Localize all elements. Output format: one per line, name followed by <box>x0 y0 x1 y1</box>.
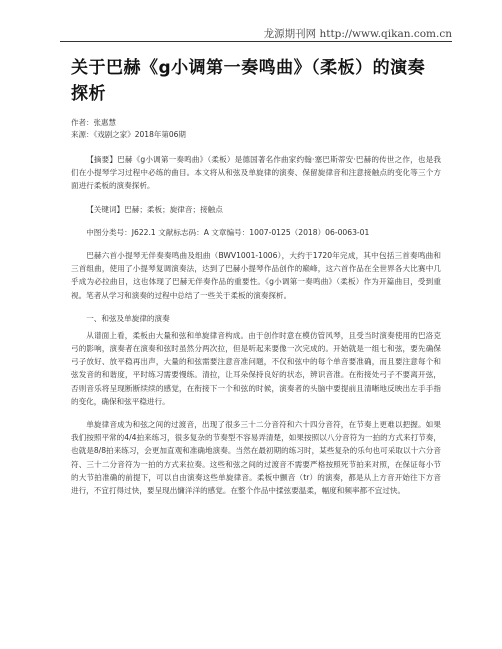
article-abstract: 【摘要】巴赫《g小调第一奏鸣曲》（柔板）是德国著名作曲家约翰·塞巴斯蒂安·巴赫的传世之作，也是我们在小提琴学习过程中必练的曲目。本文将从和弦及单旋律的演奏、保留旋律音和注意接触点的变化等三个方面进行柔板的演奏探析。 <box>71 155 441 191</box>
article-keywords: 【关键词】巴赫；柔板；旋律音；接触点 <box>86 204 223 214</box>
article-title: 关于巴赫《g小调第一奏鸣曲》（柔板）的演奏探析 <box>71 58 426 104</box>
article-author: 作者：张惠慧 <box>71 118 116 127</box>
article <box>71 55 441 497</box>
section-paragraph-1: 从谱面上看，柔板由大量和弦和单旋律音构成。由于创作时意在模仿管风琴，且受当时演奏使用的巴洛克弓的影响，演奏者在演奏和弦时虽然分两次拉，但是听起来要像一次完成的。开始就是一组七和弦，要先确保弓子放好、放平稳再出声，大量的和弦需要注意音准问题，不仅和弦中的每个单音要准确，而且要注意每个和弦发音的和谐度，平时练习需要慢练。清拉，让耳朵保持良好的状态，辨识音准。在衔接处弓子不要离开弦，否则音乐将呈现断断续续的感觉，在衔接下一个和弦的时候，演奏者的头脑中要提前且清晰地反映出左手手指的变化，确保和弦平稳进行。 <box>71 330 441 406</box>
header-divider <box>60 41 452 42</box>
article-intro: 巴赫六首小提琴无伴奏奏鸣曲及组曲（BWV1001-1006），大约于1720年完成，其中包括三首奏鸣曲和三首组曲，使用了小提琴复调演奏法，达到了巴赫小提琴作品创作的巅峰，这六首作品在全世界各大比赛中几乎成为必拉曲目，这也体现了巴赫无伴奏作品的重要性。《g小调第一奏鸣曲》（柔板）作为开篇曲目，受到重视。笔者从学习和演奏的过程中总结了一些关于柔板的演奏探析。 <box>71 251 441 300</box>
article-classification: 中图分类号：J622.1 文献标志码：A 文章编号：1007-0125（2018）06-0063-01 <box>86 227 370 237</box>
section-paragraph-2: 单旋律音成为和弦之间的过渡音，出现了很多三十二分音符和六十四分音符，在节奏上更难以把握。如果我们按照平常的4/4拍来练习，很多复杂的节奏型不容易弄清楚，如果按照以八分音符为一拍的方式来打节奏，也就是8/8拍来练习，会更加直观和准确地演奏。当然在最初期的练习时，某些复杂的乐句也可采取以十六分音符、三十二分音符为一拍的方式来拉奏。这些和弦之间的过渡音不需要严格按照死节拍来对照，在保证每小节的大节拍准确的前提下，可以自由演奏这些单旋律音。柔板中颤音（tr）的演奏，都是从上方音开始往下方音进行，不宜打得过快，要呈现出慵洋洋的感觉。在整个作品中揉弦要温柔，幅度和频率都不宜过快。 <box>71 420 441 496</box>
article-source: 来源：《戏剧之家》2018年第06期 <box>71 130 186 139</box>
site-header: 龙源期刊网 http://www.qikan.com.cn <box>263 28 452 40</box>
section-heading: 一、和弦及单旋律的演奏 <box>86 313 170 323</box>
